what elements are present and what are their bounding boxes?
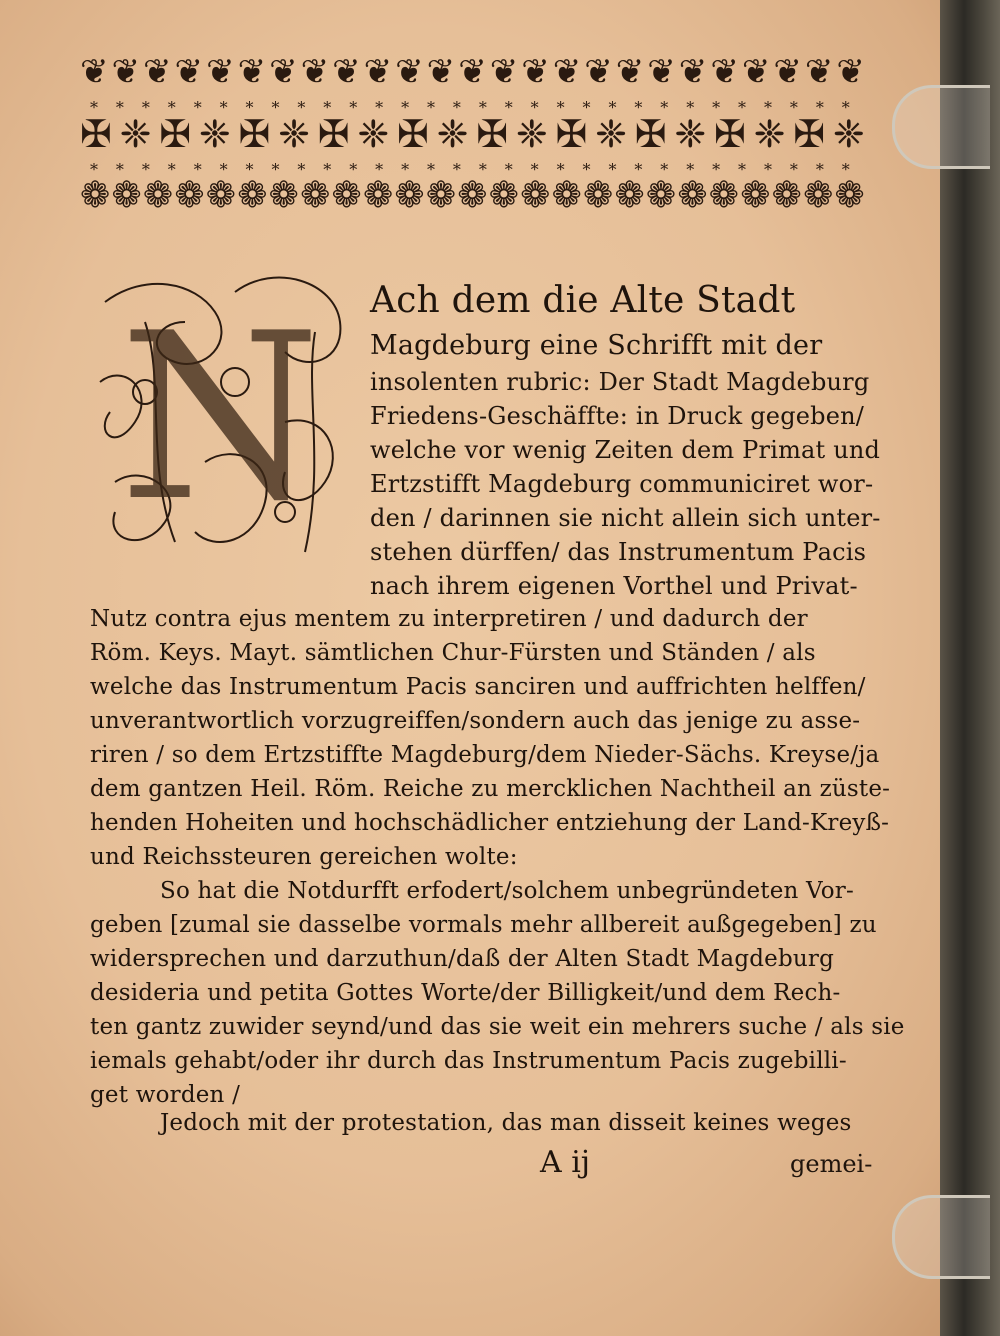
ornament-glyph: ❈: [119, 112, 152, 156]
ornament-glyph: ❈: [515, 112, 548, 156]
ornament-star: *: [608, 98, 617, 117]
signature-mark: A ij: [540, 1145, 591, 1180]
ornament-star: *: [349, 98, 358, 117]
ornament-glyph: ❁: [142, 175, 174, 216]
ornament-star: *: [608, 160, 617, 179]
ornament-glyph: ❦: [773, 52, 802, 92]
text-line: stehen dürffen/ das Instrumentum Pacis: [370, 538, 867, 566]
text-line: unverantwortlich vorzugreiffen/sondern auch das jenige zu asse-: [90, 708, 861, 734]
ornament-glyph: ❁: [645, 175, 677, 216]
text-line: Jedoch mit der protestation, das man disseit keines weges: [160, 1110, 852, 1136]
ornament-star: *: [115, 160, 124, 179]
catchword: gemei-: [790, 1150, 873, 1178]
ornament-glyph: ❦: [174, 52, 204, 92]
ornament-glyph: ❈: [753, 112, 786, 156]
text-line: Ertzstifft Magdeburg communiciret wor-: [370, 470, 874, 498]
ornament-star: *: [686, 98, 695, 117]
ornament-star: *: [90, 98, 98, 117]
ornament-glyph: ❦: [332, 52, 361, 92]
ornament-glyph: ❁: [488, 175, 519, 216]
ornament-star: *: [426, 98, 435, 117]
ornament-glyph: ✠: [397, 112, 429, 156]
ornament-glyph: ❁: [111, 175, 142, 216]
ornament-glyph: ❦: [804, 52, 834, 92]
ornament-star: *: [556, 98, 565, 117]
ornament-glyph: ❁: [174, 175, 205, 216]
ornament-glyph: ✠: [714, 112, 746, 156]
page-clip-bottom: [892, 1195, 990, 1279]
text-line: und Reichssteuren gereichen wolte:: [90, 844, 518, 870]
ornament-glyph: ❦: [836, 52, 865, 92]
ornament-glyph: ❦: [458, 52, 487, 92]
ornament-star: *: [375, 160, 384, 179]
ornament-star: *: [245, 98, 254, 117]
ornament-star: *: [115, 98, 124, 117]
ornament-star: *: [660, 98, 669, 117]
ornament-glyph: ✠: [634, 112, 667, 156]
ornament-star: *: [219, 98, 228, 117]
ornament-star: *: [297, 98, 306, 117]
ornament-star: *: [582, 98, 591, 117]
ornament-star: *: [141, 160, 150, 179]
ornament-glyph: ✠: [238, 112, 271, 156]
ornament-glyph: ❦: [678, 52, 708, 92]
text-line: geben [zumal sie dasselbe vormals mehr allbereit außgegeben] zu: [90, 912, 877, 938]
ornament-star: *: [763, 98, 772, 117]
ornament-star: *: [634, 98, 643, 117]
ornament-glyph: ❈: [436, 112, 469, 156]
ornament-star: *: [815, 160, 824, 179]
ornament-glyph: ❈: [832, 112, 865, 156]
ornament-star: *: [789, 98, 798, 117]
ornament-star: *: [323, 160, 332, 179]
ornament-star: *: [167, 160, 176, 179]
ornament-star: *: [452, 98, 461, 117]
ornament-star: *: [738, 98, 747, 117]
ornament-star: *: [712, 98, 721, 117]
ornament-glyph: ❦: [395, 52, 424, 92]
ornament-glyph: ✠: [317, 112, 350, 156]
ornament-star: *: [90, 160, 98, 179]
ornament-glyph: ❦: [363, 52, 393, 92]
ornament-star: *: [530, 160, 539, 179]
text-line: insolenten rubric: Der Stadt Magdeburg: [370, 368, 870, 396]
ornament-glyph: ❁: [771, 175, 802, 216]
text-line: get worden /: [90, 1082, 241, 1108]
text-line: Nutz contra ejus mentem zu interpretiren / und dadurch der: [90, 606, 808, 632]
ornament-star: *: [504, 98, 513, 117]
ornament-star: *: [323, 98, 332, 117]
ornament-glyph: ❁: [457, 175, 488, 216]
ornament-glyph: ✠: [476, 112, 509, 156]
ornament-glyph: ❦: [489, 52, 519, 92]
ornament-row-1: [80, 52, 865, 92]
ornament-glyph: ❦: [552, 52, 582, 92]
text-line: widersprechen und darzuthun/daß der Alten Stadt Magdeburg: [90, 946, 835, 972]
text-line: So hat die Notdurfft erfodert/solchem unbegründeten Vor-: [160, 878, 854, 904]
decorated-initial: [85, 262, 355, 567]
ornament-star: *: [686, 160, 695, 179]
ornament-glyph: ❁: [425, 175, 456, 216]
ornament-star: *: [349, 160, 358, 179]
ornament-star: *: [401, 98, 410, 117]
ornament-star: *: [712, 160, 721, 179]
text-line: Röm. Keys. Mayt. sämtlichen Chur-Fürsten und Ständen / als: [90, 640, 816, 666]
ornament-glyph: ❈: [198, 112, 231, 156]
ornament-glyph: ❦: [80, 52, 109, 92]
ornament-glyph: ❦: [584, 52, 613, 92]
ornament-star: *: [582, 160, 591, 179]
ornament-star: *: [478, 98, 487, 117]
initial-letter: N: [119, 285, 321, 552]
ornament-star: *: [530, 98, 539, 117]
ornament-glyph: ❦: [741, 52, 771, 92]
text-line: ten gantz zuwider seynd/und das sie weit ein mehrers suche / als sie: [90, 1014, 905, 1040]
ornament-row-2: [80, 112, 865, 156]
ornament-glyph: ❦: [206, 52, 235, 92]
ornament-row-3: [80, 175, 865, 216]
ornament-star: *: [452, 160, 461, 179]
text-line: den / darinnen sie nicht allein sich unter-: [370, 504, 881, 532]
ornament-glyph: ❁: [708, 175, 739, 216]
ornament-star: *: [841, 98, 850, 117]
ornament-star: *: [660, 160, 669, 179]
text-line: welche das Instrumentum Pacis sanciren und auffrichten helffen/: [90, 674, 866, 700]
ornament-glyph: ❁: [268, 175, 299, 216]
ornament-glyph: ❁: [520, 175, 551, 216]
ornament-star: *: [556, 160, 565, 179]
ornament-star: *: [504, 160, 513, 179]
ornament-glyph: ❈: [674, 112, 707, 156]
ornament-glyph: ❦: [300, 52, 330, 92]
ornament-star: *: [763, 160, 772, 179]
ornament-glyph: ❦: [615, 52, 645, 92]
ornament-star: *: [193, 98, 202, 117]
ornament-star: *: [271, 98, 280, 117]
ornament-star: *: [634, 160, 643, 179]
ornament-star: *: [141, 98, 150, 117]
ornament-glyph: ✠: [555, 112, 588, 156]
ornament-glyph: ❁: [677, 175, 708, 216]
ornament-glyph: ❦: [111, 52, 141, 92]
ornament-glyph: ❦: [647, 52, 676, 92]
ornament-glyph: ❦: [710, 52, 739, 92]
text-line: desideria und petita Gottes Worte/der Billigkeit/und dem Rech-: [90, 980, 841, 1006]
text-line: iemals gehabt/oder ihr durch das Instrumentum Pacis zugebilli-: [90, 1048, 847, 1074]
ornament-star: *: [478, 160, 487, 179]
ornament-glyph: ❈: [595, 112, 627, 156]
text-line: welche vor wenig Zeiten dem Primat und: [370, 436, 881, 464]
ornament-glyph: ❁: [583, 175, 614, 216]
ornament-star: *: [193, 160, 202, 179]
ornament-star: *: [271, 160, 280, 179]
ornament-glyph: ✠: [80, 112, 112, 156]
ornament-star: *: [841, 160, 850, 179]
ornament-glyph: ❦: [269, 52, 298, 92]
ornament-glyph: ✠: [793, 112, 826, 156]
ornament-glyph: ❦: [521, 52, 550, 92]
ornament-glyph: ❁: [803, 175, 834, 216]
ornament-star: *: [375, 98, 384, 117]
ornament-glyph: ❦: [426, 52, 456, 92]
text-line: henden Hoheiten und hochschädlicher entziehung der Land-Kreyß-: [90, 810, 890, 836]
ornament-glyph: ❁: [205, 175, 236, 216]
ornament-glyph: ❁: [362, 175, 394, 216]
ornament-glyph: ❁: [331, 175, 362, 216]
ornament-star: *: [426, 160, 435, 179]
ornament-star: *: [789, 160, 798, 179]
ornament-glyph: ❈: [278, 112, 310, 156]
ornament-star: *: [219, 160, 228, 179]
ornament-glyph: ❁: [614, 175, 645, 216]
ornament-star: *: [738, 160, 747, 179]
ornament-star: *: [245, 160, 254, 179]
text-line: Ach dem die Alte Stadt: [370, 280, 796, 321]
text-line: riren / so dem Ertzstiffte Magdeburg/dem Nieder-Sächs. Kreyse/ja: [90, 742, 880, 768]
ornament-glyph: ❦: [143, 52, 172, 92]
text-line: nach ihrem eigenen Vorthel und Privat-: [370, 572, 858, 600]
text-line: Magdeburg eine Schrifft mit der: [370, 330, 823, 361]
text-line: dem gantzen Heil. Röm. Reiche zu mercklichen Nachtheil an züste-: [90, 776, 891, 802]
ornament-glyph: ❦: [237, 52, 267, 92]
ornament-star: *: [167, 98, 176, 117]
ornament-star: *: [297, 160, 306, 179]
ornament-glyph: ❁: [740, 175, 771, 216]
ornament-star: *: [815, 98, 824, 117]
ornament-star: *: [401, 160, 410, 179]
ornament-glyph: ❁: [300, 175, 331, 216]
ornament-glyph: ✠: [159, 112, 192, 156]
ornament-glyph: ❁: [394, 175, 425, 216]
book-spine: [940, 0, 1000, 1336]
ornament-glyph: ❁: [80, 175, 111, 216]
ornament-glyph: ❁: [834, 175, 865, 216]
ornament-glyph: ❈: [357, 112, 390, 156]
page-clip-top: [892, 85, 990, 169]
ornament-glyph: ❁: [551, 175, 582, 216]
ornament-glyph: ❁: [237, 175, 268, 216]
text-line: Friedens-Geschäffte: in Druck gegeben/: [370, 402, 865, 430]
